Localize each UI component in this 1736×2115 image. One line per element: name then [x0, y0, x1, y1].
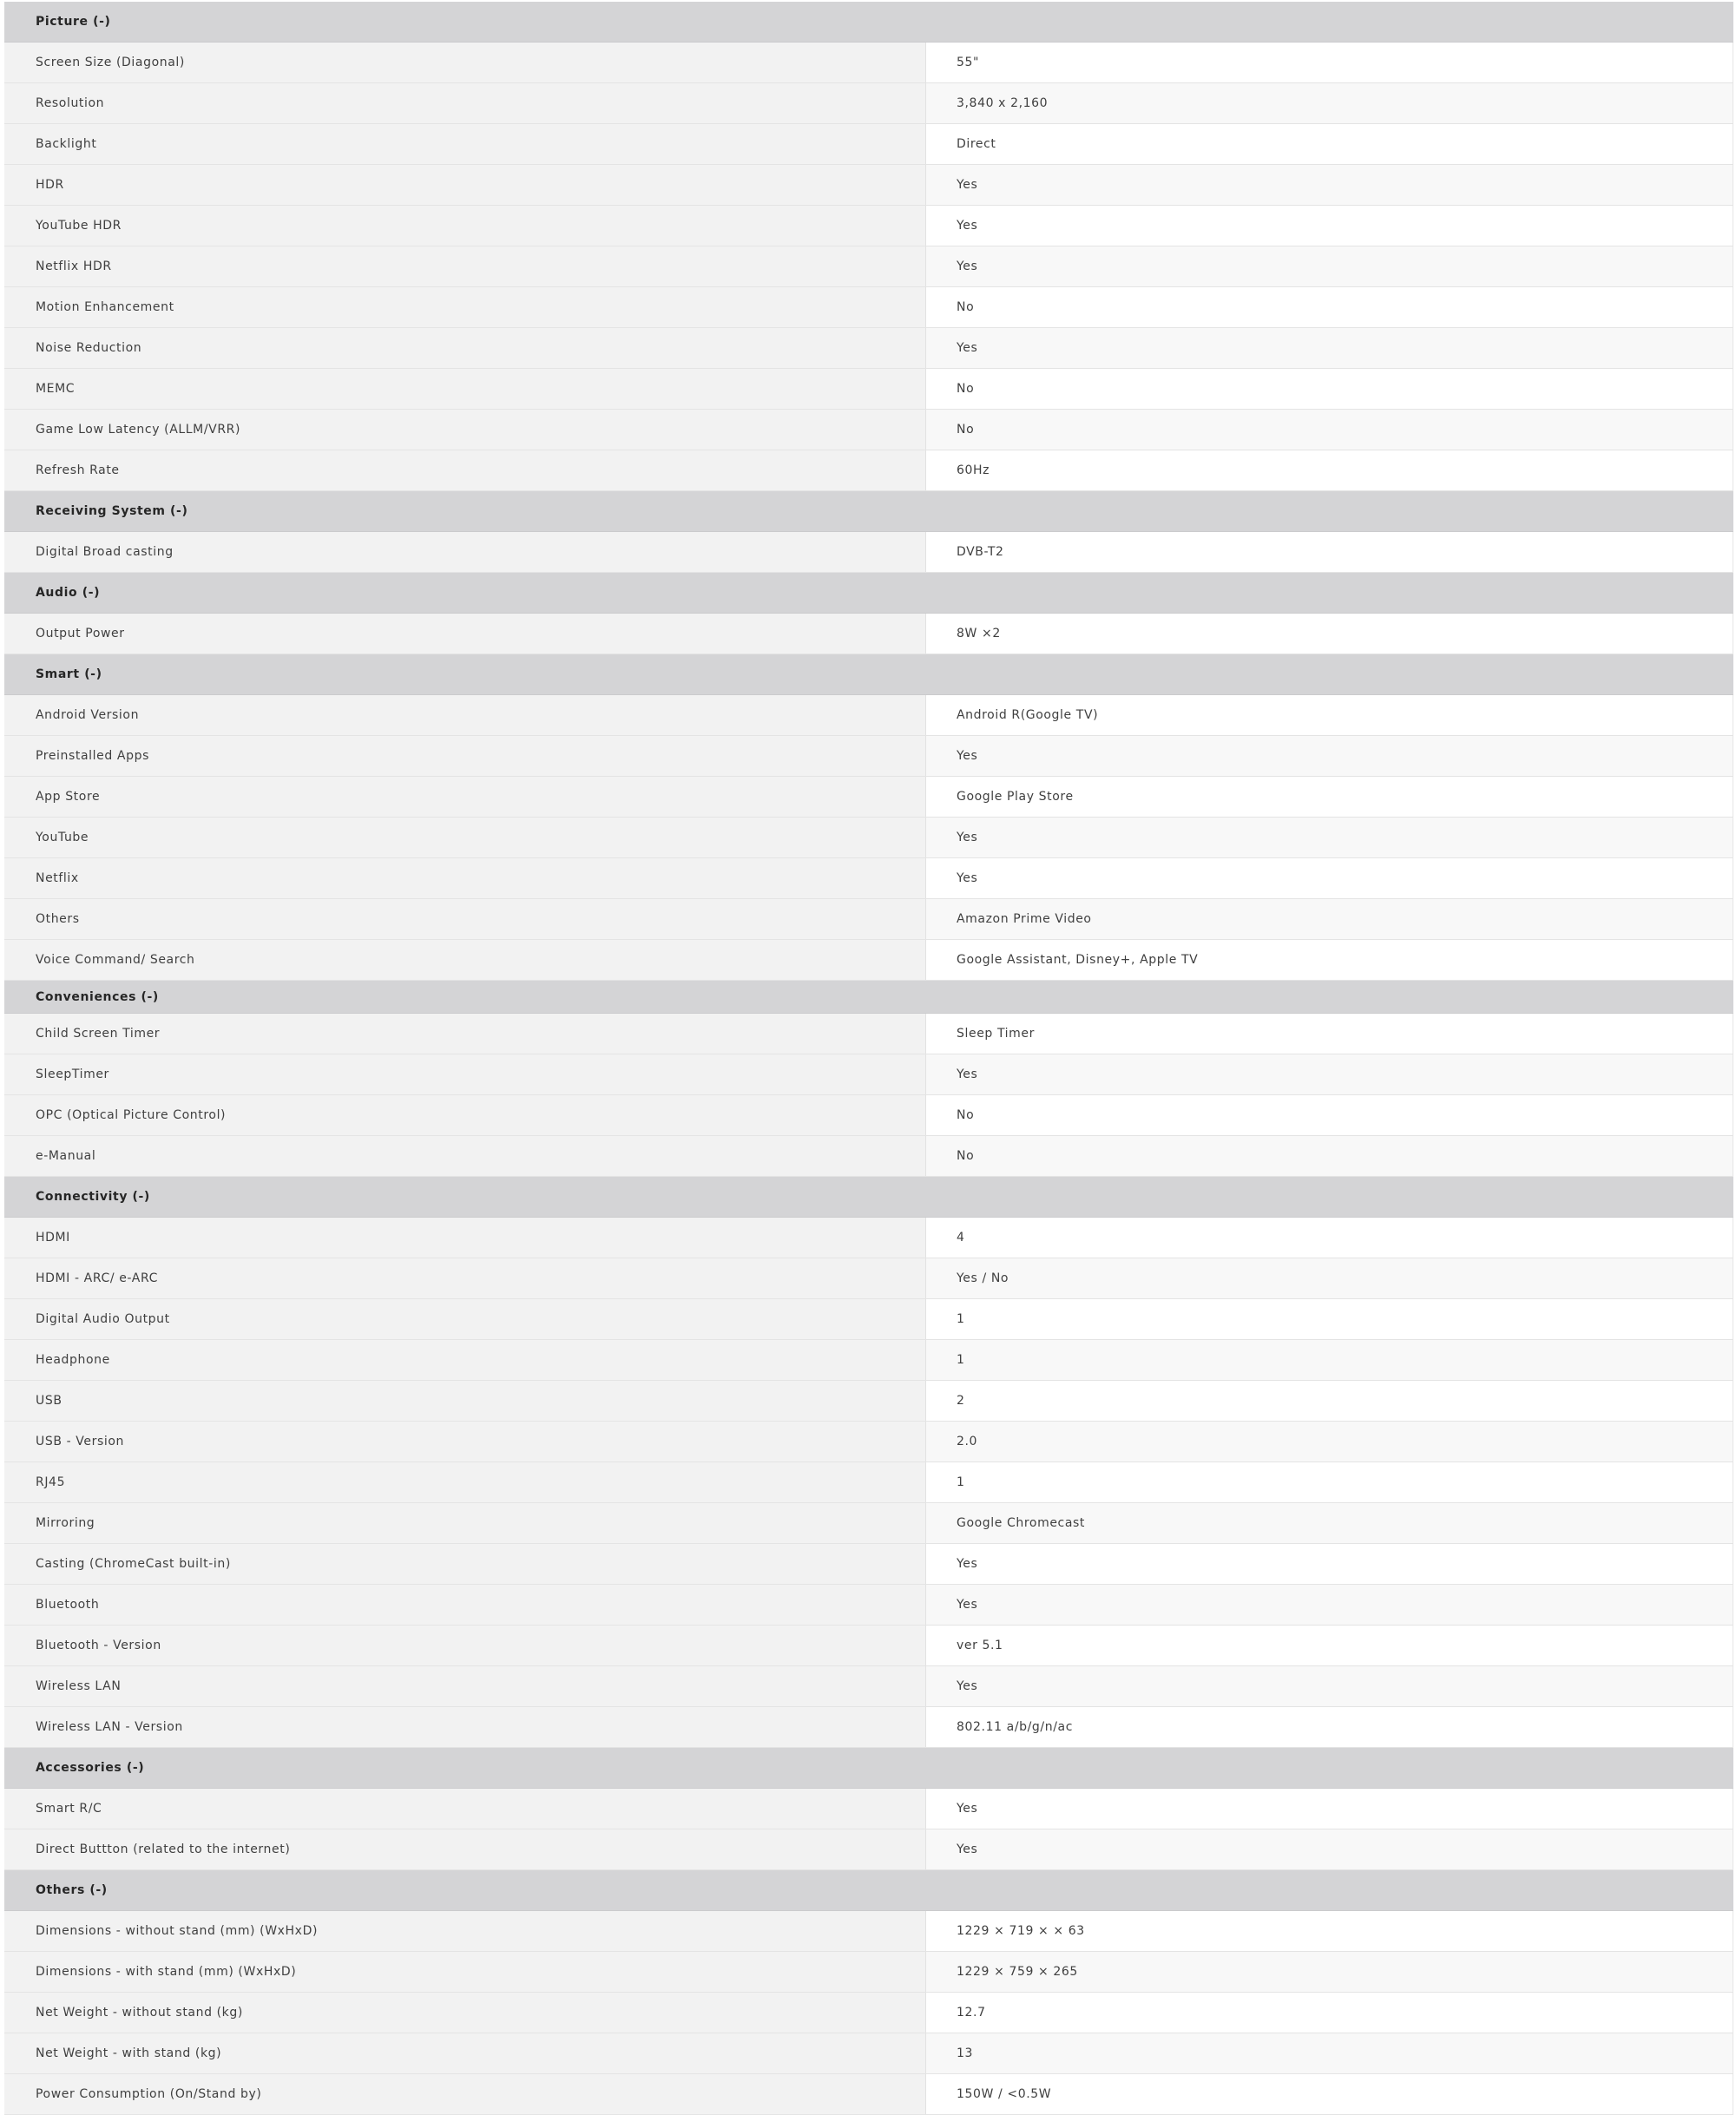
- spec-label: SleepTimer: [4, 1054, 926, 1094]
- spec-label: Net Weight - without stand (kg): [4, 1993, 926, 2033]
- spec-label: Motion Enhancement: [4, 287, 926, 327]
- spec-label: Digital Broad casting: [4, 532, 926, 572]
- spec-label: Net Weight - with stand (kg): [4, 2033, 926, 2073]
- spec-value: 60Hz: [926, 450, 1733, 490]
- spec-label: Others: [4, 899, 926, 939]
- spec-row: [4, 450, 1733, 491]
- spec-value: ver 5.1: [926, 1626, 1733, 1665]
- spec-row: [4, 1095, 1733, 1136]
- spec-value: 8W ×2: [926, 614, 1733, 654]
- spec-value: 1: [926, 1462, 1733, 1502]
- spec-row: [4, 1381, 1733, 1422]
- spec-label: Preinstalled Apps: [4, 736, 926, 776]
- spec-label: YouTube: [4, 818, 926, 857]
- spec-value: 3,840 x 2,160: [926, 83, 1733, 123]
- spec-value: Yes: [926, 1666, 1733, 1706]
- spec-row: [4, 1585, 1733, 1626]
- spec-row: [4, 369, 1733, 410]
- spec-row: [4, 410, 1733, 450]
- section-title: Others (-): [36, 1883, 108, 1897]
- spec-value: 12.7: [926, 1993, 1733, 2033]
- section-title: Accessories (-): [36, 1761, 145, 1775]
- spec-label: Smart R/C: [4, 1789, 926, 1829]
- spec-value: Android R(Google TV): [926, 695, 1733, 735]
- spec-value: Google Play Store: [926, 777, 1733, 817]
- spec-value: Yes: [926, 1585, 1733, 1625]
- spec-label: Backlight: [4, 124, 926, 164]
- spec-row: [4, 1911, 1733, 1952]
- spec-value: 2: [926, 1381, 1733, 1421]
- spec-label: Bluetooth - Version: [4, 1626, 926, 1665]
- spec-row: [4, 1544, 1733, 1585]
- spec-row: [4, 1503, 1733, 1544]
- spec-value: Yes: [926, 1544, 1733, 1584]
- spec-row: [4, 1014, 1733, 1054]
- section-title: Connectivity (-): [36, 1190, 150, 1204]
- spec-row: [4, 1707, 1733, 1748]
- spec-value: Yes: [926, 1054, 1733, 1094]
- spec-value: 150W / <0.5W: [926, 2074, 1733, 2114]
- spec-value: 802.11 a/b/g/n/ac: [926, 1707, 1733, 1747]
- section-header[interactable]: [4, 1870, 1733, 1911]
- spec-value: Yes: [926, 858, 1733, 898]
- section-title: Smart (-): [36, 667, 102, 681]
- spec-row: [4, 2074, 1733, 2115]
- spec-row: [4, 124, 1733, 165]
- spec-label: Resolution: [4, 83, 926, 123]
- spec-row: [4, 1626, 1733, 1666]
- spec-row: [4, 328, 1733, 369]
- spec-value: Yes: [926, 1829, 1733, 1869]
- spec-row: [4, 1666, 1733, 1707]
- section-title: Conveniences (-): [36, 989, 159, 1004]
- section-header[interactable]: [4, 491, 1733, 532]
- spec-table: [4, 2, 1733, 2115]
- spec-label: HDR: [4, 165, 926, 205]
- spec-label: Digital Audio Output: [4, 1299, 926, 1339]
- spec-row: [4, 1789, 1733, 1829]
- section-header[interactable]: [4, 1748, 1733, 1789]
- spec-label: Output Power: [4, 614, 926, 654]
- spec-value: No: [926, 410, 1733, 450]
- spec-value: No: [926, 369, 1733, 409]
- spec-row: [4, 1462, 1733, 1503]
- spec-value: 1229 × 759 × 265: [926, 1952, 1733, 1992]
- spec-row: [4, 1340, 1733, 1381]
- spec-row: [4, 206, 1733, 246]
- spec-row: [4, 695, 1733, 736]
- spec-row: [4, 532, 1733, 573]
- spec-row: [4, 1993, 1733, 2033]
- spec-row: [4, 1829, 1733, 1870]
- spec-label: Noise Reduction: [4, 328, 926, 368]
- section-header[interactable]: [4, 654, 1733, 695]
- spec-label: USB - Version: [4, 1422, 926, 1461]
- section-header[interactable]: [4, 981, 1733, 1014]
- section-title: Audio (-): [36, 586, 101, 600]
- spec-value: Yes: [926, 165, 1733, 205]
- spec-label: Casting (ChromeCast built-in): [4, 1544, 926, 1584]
- spec-row: [4, 246, 1733, 287]
- spec-label: Wireless LAN - Version: [4, 1707, 926, 1747]
- spec-label: Dimensions - with stand (mm) (WxHxD): [4, 1952, 926, 1992]
- spec-row: [4, 777, 1733, 818]
- spec-value: 1229 × 719 × × 63: [926, 1911, 1733, 1951]
- spec-value: 4: [926, 1218, 1733, 1258]
- spec-label: Direct Buttton (related to the internet): [4, 1829, 926, 1869]
- spec-label: Headphone: [4, 1340, 926, 1380]
- spec-row: [4, 899, 1733, 940]
- spec-value: Yes: [926, 736, 1733, 776]
- spec-row: [4, 736, 1733, 777]
- spec-row: [4, 1054, 1733, 1095]
- section-header[interactable]: [4, 1177, 1733, 1218]
- spec-label: e-Manual: [4, 1136, 926, 1176]
- spec-label: Wireless LAN: [4, 1666, 926, 1706]
- spec-value: Yes: [926, 246, 1733, 286]
- spec-label: Netflix: [4, 858, 926, 898]
- spec-row: [4, 43, 1733, 83]
- spec-label: YouTube HDR: [4, 206, 926, 246]
- spec-label: Screen Size (Diagonal): [4, 43, 926, 82]
- spec-label: OPC (Optical Picture Control): [4, 1095, 926, 1135]
- spec-value: Yes / No: [926, 1258, 1733, 1298]
- spec-value: Amazon Prime Video: [926, 899, 1733, 939]
- section-title: Receiving System (-): [36, 504, 188, 518]
- spec-value: 2.0: [926, 1422, 1733, 1461]
- spec-row: [4, 818, 1733, 858]
- spec-row: [4, 940, 1733, 981]
- spec-label: HDMI: [4, 1218, 926, 1258]
- spec-value: 13: [926, 2033, 1733, 2073]
- spec-value: Yes: [926, 818, 1733, 857]
- spec-value: No: [926, 287, 1733, 327]
- spec-value: Google Assistant, Disney+, Apple TV: [926, 940, 1733, 980]
- spec-value: Yes: [926, 206, 1733, 246]
- spec-label: Mirroring: [4, 1503, 926, 1543]
- spec-label: USB: [4, 1381, 926, 1421]
- spec-row: [4, 1136, 1733, 1177]
- spec-row: [4, 1218, 1733, 1258]
- spec-label: Refresh Rate: [4, 450, 926, 490]
- spec-row: [4, 1299, 1733, 1340]
- spec-row: [4, 2033, 1733, 2074]
- spec-row: [4, 165, 1733, 206]
- spec-value: Sleep Timer: [926, 1014, 1733, 1054]
- spec-label: HDMI - ARC/ e-ARC: [4, 1258, 926, 1298]
- spec-value: Yes: [926, 1789, 1733, 1829]
- spec-label: Voice Command/ Search: [4, 940, 926, 980]
- spec-label: RJ45: [4, 1462, 926, 1502]
- spec-value: 1: [926, 1299, 1733, 1339]
- spec-value: Google Chromecast: [926, 1503, 1733, 1543]
- spec-row: [4, 614, 1733, 654]
- section-header[interactable]: [4, 573, 1733, 614]
- spec-label: Dimensions - without stand (mm) (WxHxD): [4, 1911, 926, 1951]
- spec-label: Game Low Latency (ALLM/VRR): [4, 410, 926, 450]
- spec-value: DVB-T2: [926, 532, 1733, 572]
- spec-row: [4, 858, 1733, 899]
- spec-value: 1: [926, 1340, 1733, 1380]
- spec-label: Netflix HDR: [4, 246, 926, 286]
- spec-label: Bluetooth: [4, 1585, 926, 1625]
- spec-row: [4, 1952, 1733, 1993]
- spec-label: App Store: [4, 777, 926, 817]
- spec-value: 55": [926, 43, 1733, 82]
- section-header[interactable]: [4, 2, 1733, 43]
- spec-row: [4, 83, 1733, 124]
- spec-value: Yes: [926, 328, 1733, 368]
- spec-label: Child Screen Timer: [4, 1014, 926, 1054]
- spec-label: MEMC: [4, 369, 926, 409]
- spec-row: [4, 287, 1733, 328]
- spec-row: [4, 1422, 1733, 1462]
- spec-value: Direct: [926, 124, 1733, 164]
- spec-label: Android Version: [4, 695, 926, 735]
- spec-value: No: [926, 1095, 1733, 1135]
- spec-value: No: [926, 1136, 1733, 1176]
- section-title: Picture (-): [36, 15, 111, 29]
- spec-label: Power Consumption (On/Stand by): [4, 2074, 926, 2114]
- spec-row: [4, 1258, 1733, 1299]
